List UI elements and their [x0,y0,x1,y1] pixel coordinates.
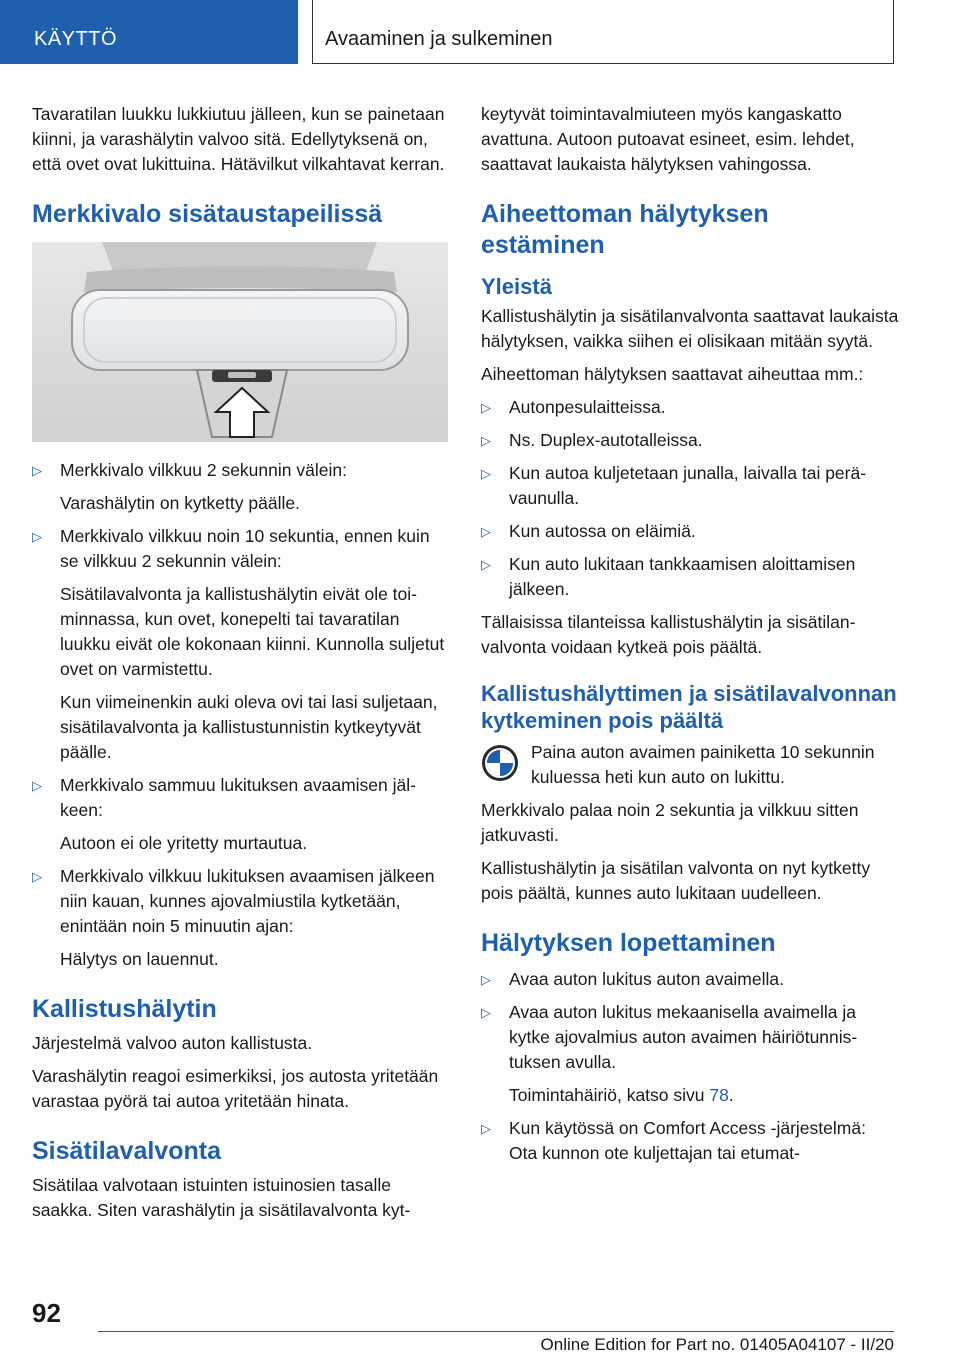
indicator-subtext: Sisätilavalvonta ja kallistushälytin eivät ole toiminnassa, kun ovet, konepelti tai tavaratilan luukku eivät ole kokonaan kiinni. Kunnolla suljetut ovet on varmistettu. [60,584,445,679]
triangle-bullet-icon: ▷ [481,433,491,448]
triangle-bullet-icon: ▷ [481,400,491,415]
stop-item: ▷ Avaa auton lukitus mekaanisella avaimella ja kytke ajovalmius auton avaimen häiriötunnistuksen avulla. [481,1002,858,1072]
triangle-bullet-icon: ▷ [32,463,42,478]
section-tab: KÄYTTÖ [0,0,298,64]
tilt-paragraph: Järjestelmä valvoo auton kallistusta. [32,1033,313,1053]
heading-tilt-alarm: Kallistushälytin [32,995,217,1023]
triangle-bullet-icon: ▷ [481,524,491,539]
triangle-bullet-icon: ▷ [481,557,491,572]
cause-item: ▷ Kun auto lukitaan tankkaamisen aloittamisen jälkeen. [481,554,856,599]
indicator-subtext: Kun viimeinenkin auki oleva ovi tai lasi suljetaan, sisätilavalvonta ja kallistustunnistin kytkeytyvät päälle. [60,692,438,762]
tilt-paragraph: Varashälytin reagoi esimerkiksi, jos autosta yritetään varastaa pyörä tai autoa yritetään hinata. [32,1066,439,1111]
cause-item: ▷ Autonpesulaitteissa. [481,395,899,420]
triangle-bullet-icon: ▷ [32,529,42,544]
page-reference-link[interactable]: 78 [709,1085,729,1105]
page-number: 92 [32,1298,61,1328]
heading-switch-off: Kallistushälyttimen ja sisätilavalvonnan kytkeminen pois päältä [481,681,897,733]
indicator-subtext: Autoon ei ole yritetty murtautua. [60,833,308,853]
heading-stop-alarm: Hälytyksen lopettaminen [481,929,776,957]
heading-false-alarm: Aiheettoman hälytyksen estäminen [481,200,769,259]
bmw-key-icon [481,744,519,782]
indicator-subtext: Hälytys on lauennut. [60,949,219,969]
continued-paragraph: keytyvät toimintavalmiuteen myös kangaskatto avattuna. Autoon putoavat esineet, esim. lehdet, saattavat laukaista hälytyksen vahingossa. [481,104,855,174]
rearview-mirror-figure [32,242,448,442]
triangle-bullet-icon: ▷ [32,869,42,884]
indicator-item: ▷ Merkkivalo vilkkuu 2 sekunnin välein: [32,458,450,483]
key-instruction: Paina auton avaimen painiketta 10 sekunnin kuluessa heti kun auto on lukittu. [481,740,899,790]
stop-item: ▷ Kun käytössä on Comfort Access -järjestelmä: Ota kunnon ote kuljettajan tai etumat- [481,1118,866,1163]
switch-off-paragraph: Kallistushälytin ja sisätilan valvonta on nyt kytketty pois päältä, kunnes auto lukitaan uudelleen. [481,858,871,903]
indicator-item: ▷ Merkkivalo vilkkuu lukituksen avaamisen jälkeen niin kauan, kunnes ajovalmiustila kytketään, enintään noin 5 minuutin ajan: [32,866,435,936]
cause-item: ▷ Ns. Duplex-autotalleissa. [481,428,899,453]
heading-indicator-light: Merkkivalo sisätaustapeilissä [32,200,383,228]
heading-general: Yleistä [481,274,552,299]
triangle-bullet-icon: ▷ [481,466,491,481]
triangle-bullet-icon: ▷ [481,1005,491,1020]
footer-divider [98,1331,894,1332]
interior-paragraph: Sisätilaa valvotaan istuinten istuinosien tasalle saakka. Siten varashälytin ja sisätilavalvonta kyt- [32,1175,411,1220]
cause-item: ▷ Kun autossa on eläimiä. [481,519,899,544]
indicator-subtext: Varashälytin on kytketty päälle. [60,493,300,513]
switch-off-paragraph: Merkkivalo palaa noin 2 sekuntia ja vilkkuu sitten jatkuvasti. [481,800,859,845]
general-paragraph: Kallistushälytin ja sisätilanvalvonta saattavat laukaista hälytyksen, vaikka siihen ei olisikaan mitään syytä. [481,306,899,351]
triangle-bullet-icon: ▷ [481,1121,491,1136]
left-column [32,102,450,1231]
triangle-bullet-icon: ▷ [481,972,491,987]
cause-item: ▷ Kun autoa kuljetetaan junalla, laivalla tai perävaunulla. [481,463,867,508]
triangle-bullet-icon: ▷ [32,778,42,793]
indicator-item: ▷ Merkkivalo vilkkuu noin 10 sekuntia, ennen kuin se vilkkuu 2 sekunnin välein: [32,526,430,571]
rearview-mirror-illustration [32,242,448,442]
stop-item: ▷ Avaa auton lukitus auton avaimella. [481,967,899,992]
intro-paragraph: Tavaratilan luukku lukkiutuu jälleen, kun se painetaan kiinni, ja varashälytin valvoo sitä. Edellytyksenä on, että ovet ovat lukittuina. Hätävilkut vilkahtavat kerran. [32,104,445,174]
general-paragraph: Aiheettoman hälytyksen saattavat aiheuttaa mm.: [481,364,864,384]
general-paragraph: Tällaisissa tilanteissa kallistushälytin ja sisätilanvalvonta voidaan kytkeä pois päältä. [481,612,856,657]
footer-edition: Online Edition for Part no. 01405A04107 - II/20 [540,1335,894,1354]
chapter-title: Avaaminen ja sulkeminen [312,0,894,64]
indicator-item: ▷ Merkkivalo sammuu lukituksen avaamisen jälkeen: [32,775,416,820]
right-column [481,102,899,1174]
stop-subtext: Toimintahäiriö, katso sivu 78. [509,1085,734,1105]
heading-interior-monitoring: Sisätilavalvonta [32,1137,221,1165]
